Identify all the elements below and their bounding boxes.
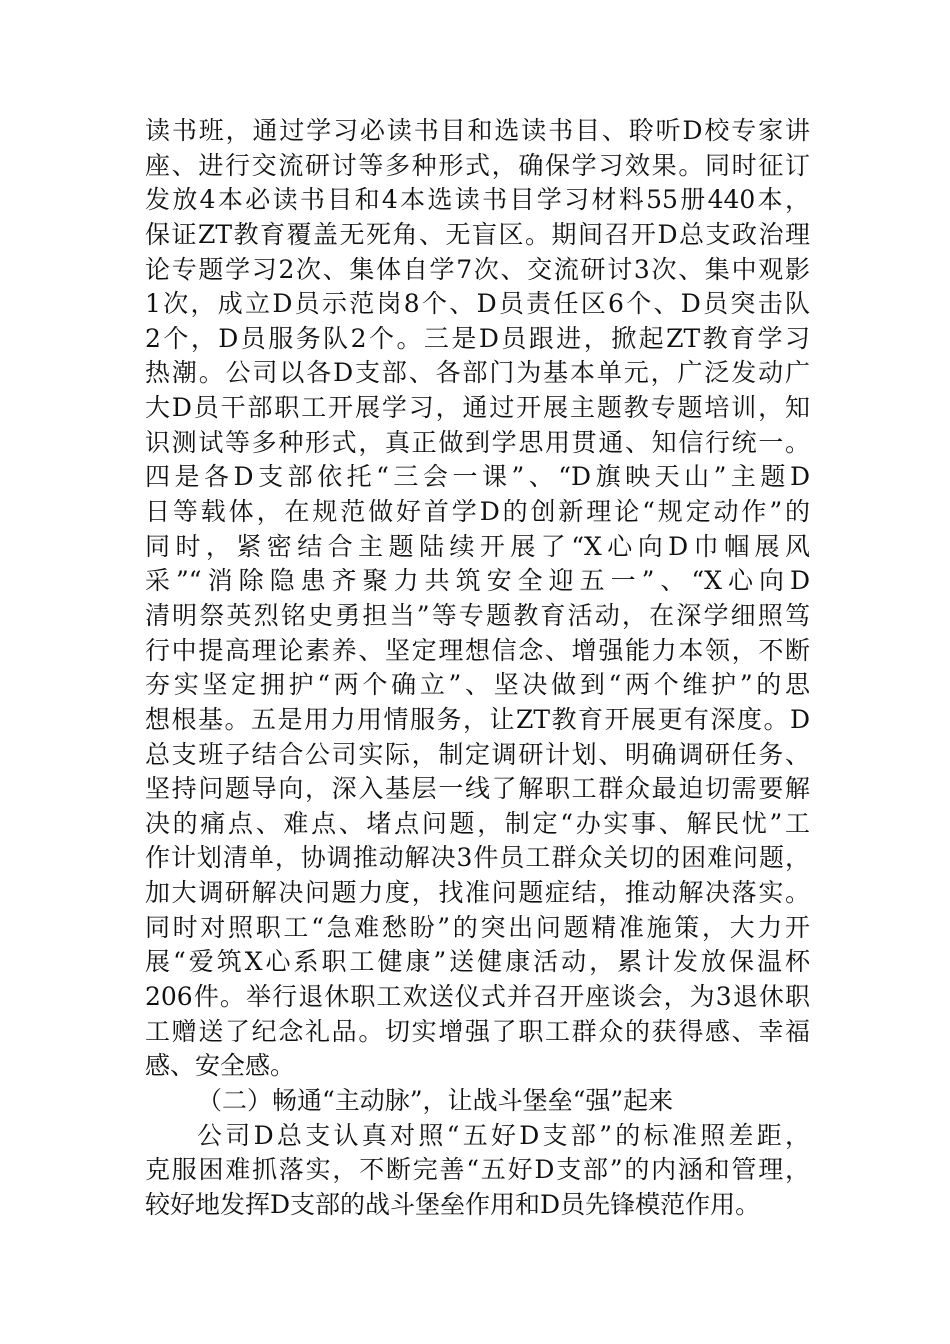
text-line: 作计划清单，协调推动解决3件员工群众关切的困难问题， [145,843,810,873]
text-line: 日等载体，在规范做好首学D的创新理论“规定动作”的 [145,497,810,527]
text-line: 大D员干部职工开展学习，通过开展主题教专题培训，知 [145,393,810,423]
text-line: 座、进行交流研讨等多种形式，确保学习效果。同时征订 [145,150,810,180]
text-line: 较好地发挥D支部的战斗堡垒作用和D员先锋模范作用。 [145,1189,761,1219]
text-line: 想根基。五是用力用情服务，让ZT教育开展更有深度。D [145,704,810,734]
text-line: 坚持问题导向，深入基层一线了解职工群众最迫切需要解 [145,774,810,804]
text-line: 公司D总支认真对照“五好D支部”的标准照差距， [197,1120,810,1150]
text-line: 论专题学习2次、集体自学7次、交流研讨3次、集中观影 [145,254,810,284]
text-line: 四是各D支部依托“三会一课”、“D旗映天山”主题D [145,462,810,492]
text-line: 加大调研解决问题力度，找准问题症结，推动解决落实。 [145,878,810,908]
text-line: 同时，紧密结合主题陆续开展了“X心向D巾帼展风 [145,531,810,561]
text-line: 展“爱筑X心系职工健康”送健康活动，累计发放保温杯 [145,947,810,977]
text-line: 克服困难抓落实，不断完善“五好D支部”的内涵和管理， [145,1155,810,1185]
text-line: 感、安全感。 [145,1051,296,1081]
body-text [145,114,810,1223]
text-line: 保证ZT教育覆盖无死角、无盲区。期间召开D总支政治理 [145,219,810,249]
text-line: 识测试等多种形式，真正做到学思用贯通、知信行统一。 [145,427,810,457]
text-line: 热潮。公司以各D支部、各部门为基本单元，广泛发动广 [145,358,810,388]
text-line: 清明祭英烈铭史勇担当”等专题教育活动，在深学细照笃 [145,600,810,630]
text-line: 发放4本必读书目和4本选读书目学习材料55册440本， [145,185,810,215]
text-line: 工赠送了纪念礼品。切实增强了职工群众的获得感、幸福 [145,1016,810,1046]
text-line: 206件。举行退休职工欢送仪式并召开座谈会，为3退休职 [145,982,810,1012]
text-line: 决的痛点、难点、堵点问题，制定“办实事、解民忧”工 [145,808,810,838]
text-line: 同时对照职工“急难愁盼”的突出问题精准施策，大力开 [145,912,810,942]
text-line: 2个，D员服务队2个。三是D员跟进，掀起ZT教育学习 [145,323,810,353]
text-line: 行中提高理论素养、坚定理想信念、增强能力本领，不断 [145,635,810,665]
text-line: 夯实坚定拥护“两个确立”、坚决做到“两个维护”的思 [145,670,810,700]
text-line: 读书班，通过学习必读书目和选读书目、聆听D校专家讲 [145,116,810,145]
section-heading: （二）畅通“主动脉”，让战斗堡垒“强”起来 [197,1085,674,1115]
text-line: 采”“消除隐患齐聚力共筑安全迎五一”、“X心向D [145,566,810,596]
text-line: 1次，成立D员示范岗8个、D员责任区6个、D员突击队 [145,289,810,319]
text-line: 总支班子结合公司实际，制定调研计划、明确调研任务、 [145,739,810,769]
